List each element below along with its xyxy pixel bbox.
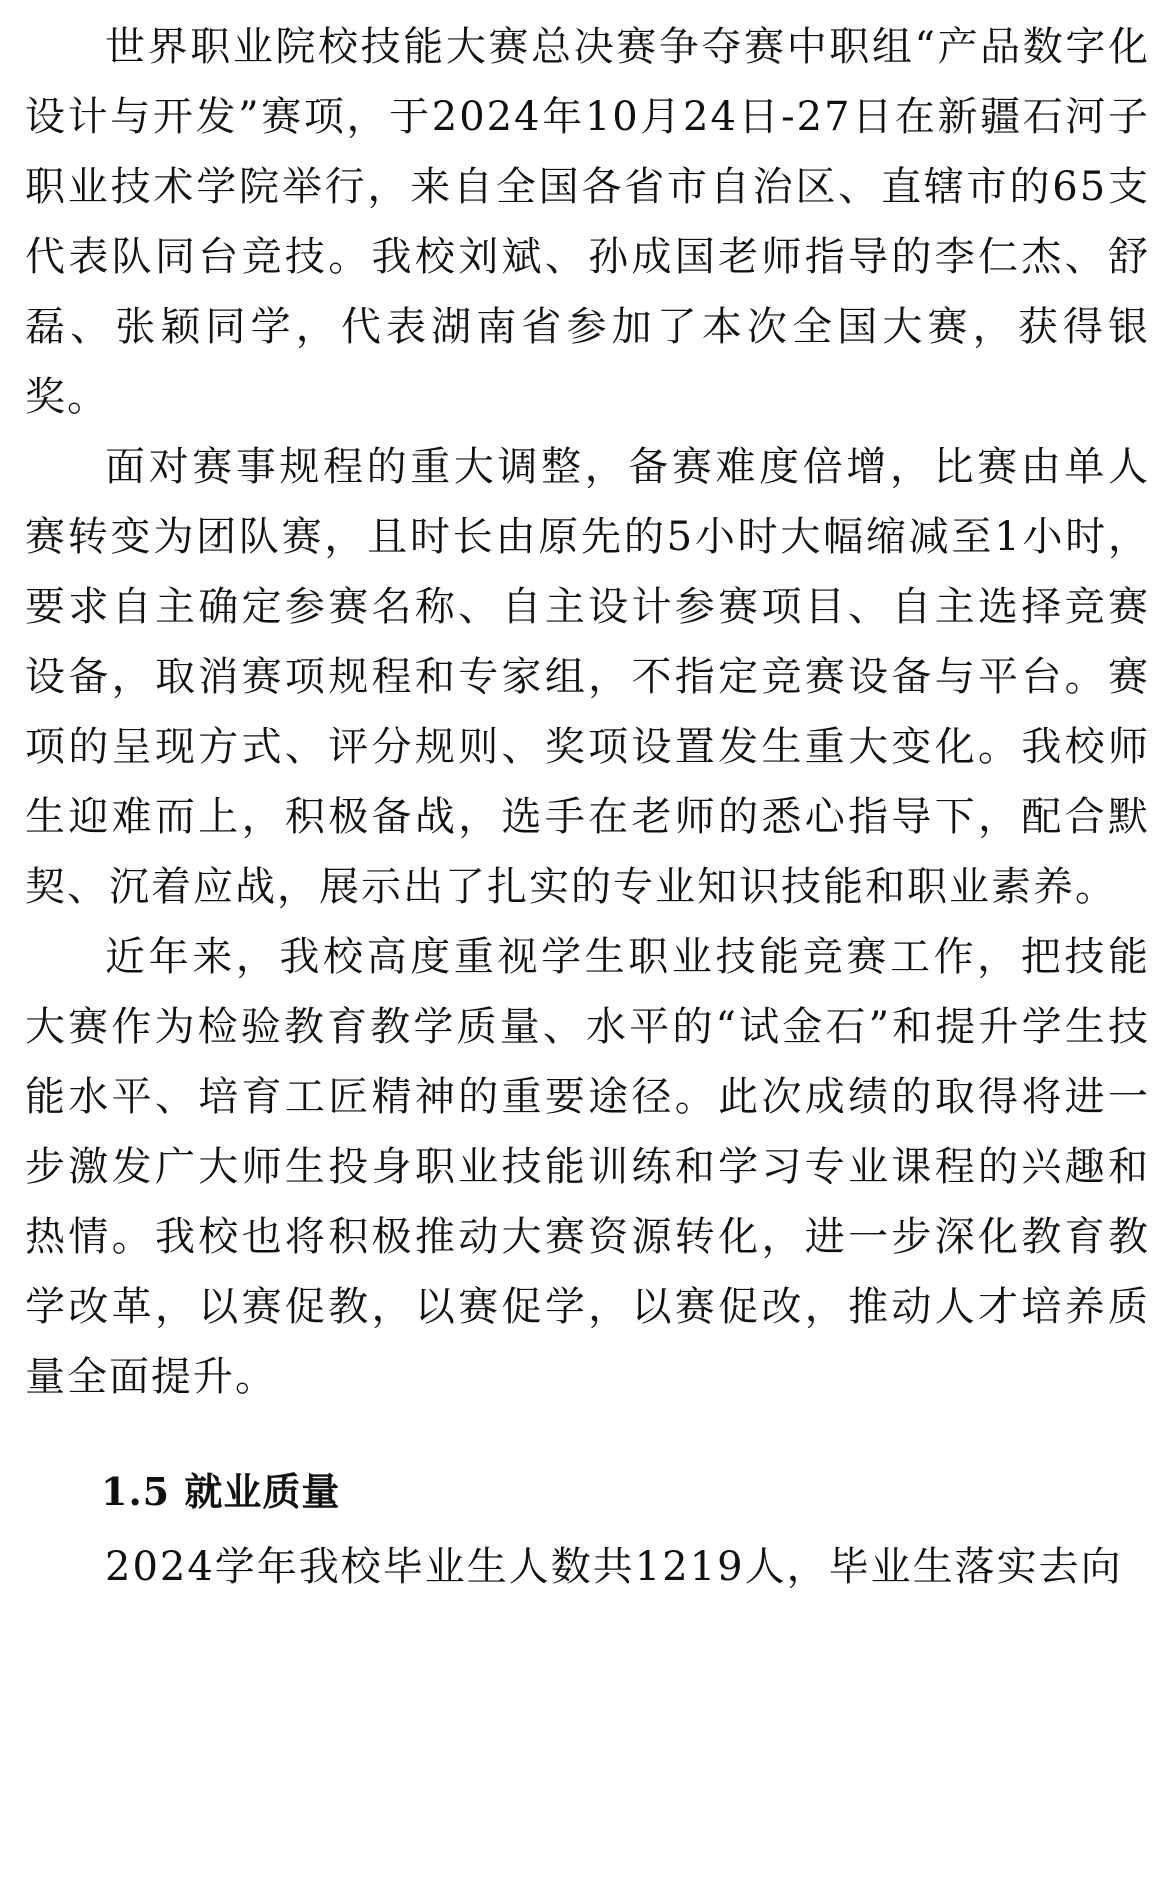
document-body: [25, 12, 1150, 1602]
paragraph-rule-changes: 面对赛事规程的重大调整，备赛难度倍增，比赛由单人赛转变为团队赛，且时长由原先的5小时大幅缩减至1小时，要求自主确定参赛名称、自主设计参赛项目、自主选择竞赛设备，取消赛项规程和专家组，不指定竞赛设备与平台。赛项的呈现方式、评分规则、奖项设置发生重大变化。我校师生迎难而上，积极备战，选手在老师的悉心指导下，配合默契、沉着应战，展示出了扎实的专业知识技能和职业素养。: [25, 444, 1150, 910]
paragraph-graduates: 2024学年我校毕业生人数共1219人，毕业生落实去向: [105, 1544, 1123, 1590]
section-heading-employment-quality: 1.5 就业质量: [101, 1469, 341, 1514]
paragraph-skills-emphasis: 近年来，我校高度重视学生职业技能竞赛工作，把技能大赛作为检验教育教学质量、水平的“试金石”和提升学生技能水平、培育工匠精神的重要途径。此次成绩的取得将进一步激发广大师生投身职业技能训练和学习专业课程的兴趣和热情。我校也将积极推动大赛资源转化，进一步深化教育教学改革，以赛促教，以赛促学，以赛促改，推动人才培养质量全面提升。: [25, 934, 1150, 1400]
paragraph-competition-award: 世界职业院校技能大赛总决赛争夺赛中职组“产品数字化设计与开发”赛项，于2024年10月24日-27日在新疆石河子职业技术学院举行，来自全国各省市自治区、直辖市的65支代表队同台竞技。我校刘斌、孙成国老师指导的李仁杰、舒磊、张颖同学，代表湖南省参加了本次全国大赛，获得银奖。: [25, 24, 1150, 420]
section-spacer: [25, 1412, 1150, 1457]
